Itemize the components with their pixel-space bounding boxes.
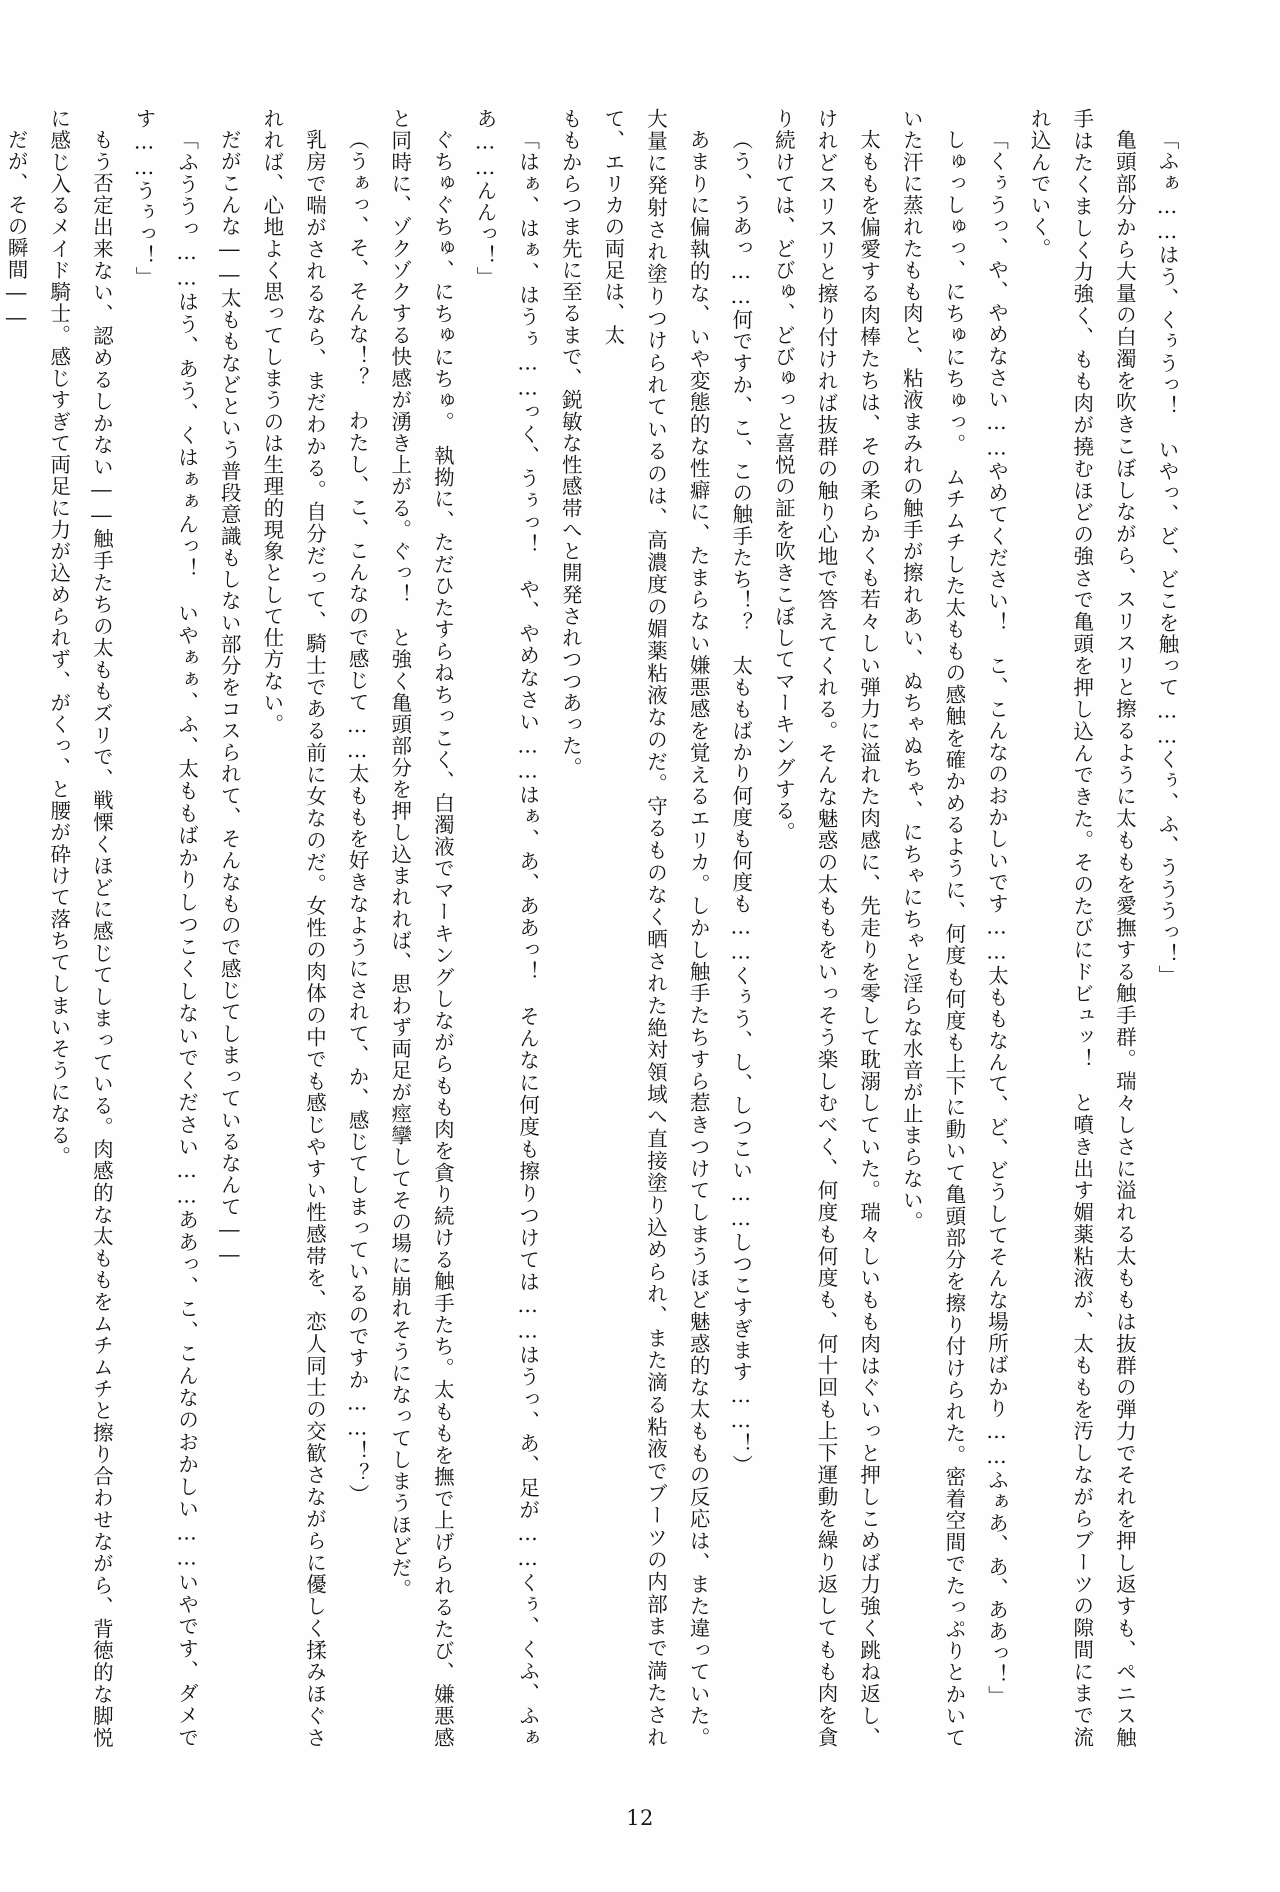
paragraph: 「ふううっ……はう、あう、くはぁぁんっ！ いやぁぁ、ふ、太ももばかりしつこくしないでください……ああっ、こ、こんなのおかしい……いやです、ダメです……うぅっ！」	[132, 108, 199, 1748]
paragraph: 亀頭部分から大量の白濁を吹きこぼしながら、スリスリと擦るように太ももを愛撫する触手群。瑞々しさに溢れる太ももは抜群の弾力でそれを押し返すも、ペニス触手はたくましく力強く、もも肉が撓むほどの強さで亀頭を押し込んできた。そのたびにドビュッ！ と噴き出す媚薬粘液が、太ももを汚しながらブーツの隙間にまで流れ込んでいく。	[1027, 108, 1137, 1748]
paragraph: しゅっしゅっ、にちゅにちゅっ。 ムチムチした太ももの感触を確かめるように、何度も何度も上下に動いて亀頭部分を擦り付けられた。密着空間でたっぷりとかいていた汗に蒸れたもも肉と、粘液まみれの触手が擦れあい、ぬちゃぬちゃ、にちゃにちゃと淫らな水音が止まらない。	[899, 108, 966, 1748]
paragraph: あまりに偏執的な、いや変態的な性癖に、たまらない嫌悪感を覚えるエリカ。しかし触手たちすら惹きつけてしまうほど魅惑的な太ももの反応は、また違っていた。大量に発射され塗りつけられているのは、高濃度の媚薬粘液なのだ。守るものなく晒された絶対領域へ直接塗り込められ、また滴る粘液でブーツの内部まで満たされて、エリカの両足は、太	[600, 108, 711, 1748]
paragraph: 「ふぁ……はう、くぅうっ！ いやっ、ど、どこを触って……くぅ、ふ、うううっ！」	[1155, 128, 1179, 986]
paragraph: ぐちゅぐちゅ、にちゅにちゅ。 執拗に、ただひたすらねちっこく、白濁液でマーキングしながらもも肉を貪り続ける触手たち。太ももを撫で上げられるたび、嫌悪感と同時に、ゾクゾクする快感が湧き上がる。ぐっ！ と強く亀頭部分を押し込まれれば、思わず両足が痙攣してその場に崩れそうになってしまうほどだ。	[387, 108, 455, 1748]
paragraph: 「はぁ、はぁ、はうぅ……っく、うぅっ！ や、やめなさい……はぁ、あ、ああっ！ そんなに何度も擦りつけては……はうっ、あ、足が……くぅ、くふ、ふぁあ……んんっ！」	[473, 108, 540, 1748]
paragraph: 乳房で喘がされるなら、まだわかる。自分だって、騎士である前に女なのだ。女性の肉体の中でも感じやすい性感帯を、恋人同士の交歓さながらに優しく揉みほぐされれば、心地よく思ってしまうのは生理的現象として仕方ない。	[259, 108, 327, 1748]
paragraph: もう否定出来ない、認めるしかない――触手たちの太ももズリで、戦慄くほどに感じてしまっている。肉感的な太ももをムチムチと擦り合わせながら、背徳的な脚悦に感じ入るメイド騎士。感じすぎて両足に力が込められず、がくっ、と腰が砕けて落ちてしまいそうになる。	[46, 108, 114, 1748]
paragraph: 太ももを偏愛する肉棒たちは、その柔らかくも若々しい弾力に溢れた肉感に、先走りを零して耽溺していた。瑞々しいもも肉はぐいっと押しこめば力強く跳ね返し、けれどスリスリと擦り付ければ抜群の触り心地で答えてくれる。そんな魅惑の太ももをいっそう楽しむべく、何度も何度も、何十回も上下運動を繰り返してもも肉を貪り続けては、どびゅ、どびゅっと喜悦の証を吹きこぼしてマーキングする。	[771, 108, 881, 1748]
paragraph: だが、その瞬間――	[4, 128, 29, 331]
paragraph: （う、うあっ……何ですか、こ、この触手たち！？ 太ももばかり何度も何度も……くぅう、し、しつこい……しつこすぎます……！）	[728, 128, 753, 1476]
paragraph: ももからつま先に至るまで、鋭敏な性感帯へと開発されつつあった。	[558, 108, 583, 779]
paragraph: （うぁっ、そ、そんな！？ わたし、こ、こんなので感じて……太ももを好きなようにされて、か、感じてしまっているのですか……！？）	[345, 128, 370, 1506]
vertical-text-body	[4, 108, 1188, 1748]
paragraph: だがこんな――太ももなどという普段意識もしない部分をコスられて、そんなもので感じてしまっているなんて――	[217, 128, 242, 1268]
paragraph: 「くぅうっ、や、やめなさい……やめてください！ こ、こんなのおかしいです……太ももなんて、ど、どうしてそんな場所ばかり……ふぁあ、あ、ああっ！」	[984, 128, 1009, 1707]
page-number: 12	[626, 1806, 654, 1830]
